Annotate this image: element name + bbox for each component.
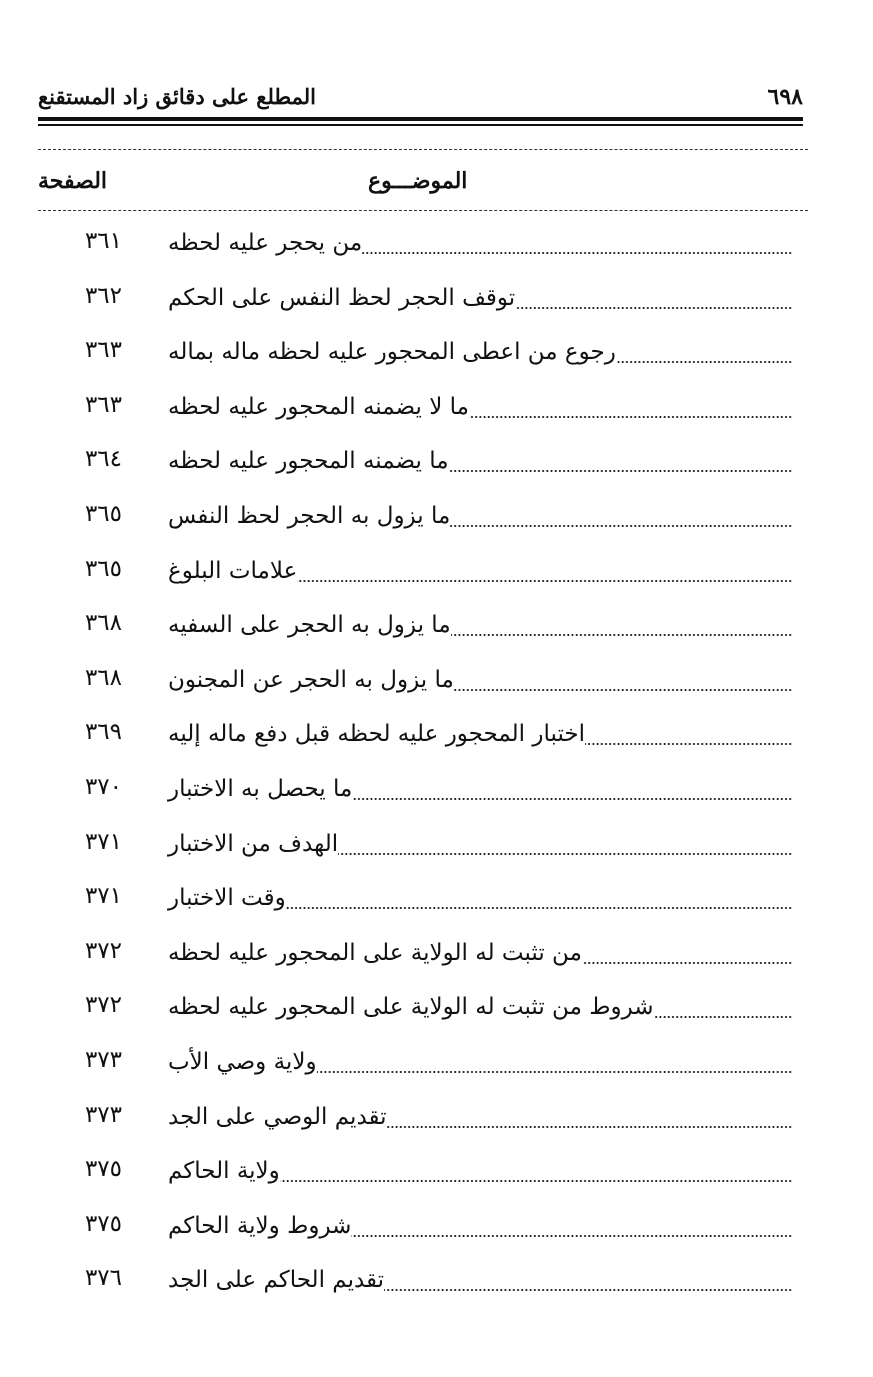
toc-entry-title: وقت الاختبار: [160, 883, 286, 913]
toc-entry-page: ٣٦٨: [84, 664, 122, 691]
toc-list: [0, 226, 873, 1318]
toc-entry-page: ٣٧٣: [84, 1046, 122, 1073]
column-header: [38, 168, 803, 204]
toc-entry-title: ولاية وصي الأب: [160, 1047, 317, 1077]
running-header: [38, 84, 803, 114]
toc-entry-dot-leader: [160, 392, 793, 422]
toc-entry-title: اختبار المحجور عليه لحظه قبل دفع ماله إليه: [160, 719, 585, 749]
column-header-page: الصفحة: [38, 168, 108, 194]
toc-entry-title: شروط ولاية الحاكم: [160, 1211, 351, 1241]
toc-entry-title: من يحجر عليه لحظه: [160, 228, 362, 258]
toc-entry-dot-leader: [160, 446, 793, 476]
toc-entry-dot-leader: [160, 774, 793, 804]
toc-entry-dot-leader: [160, 610, 793, 640]
toc-entry-dot-leader: [160, 883, 793, 913]
toc-entry-title: ما لا يضمنه المحجور عليه لحظه: [160, 392, 469, 422]
column-header-topic: الموضـــوع: [368, 168, 468, 194]
toc-entry-title: ما يزول به الحجر على السفيه: [160, 610, 451, 640]
column-header-top-divider: [38, 149, 808, 150]
toc-entry: [0, 499, 873, 554]
page-number: ٦٩٨: [767, 84, 803, 110]
toc-entry-page: ٣٧١: [84, 828, 122, 855]
toc-entry: [0, 281, 873, 336]
toc-entry-page: ٣٧٠: [84, 773, 122, 800]
book-title: المطلع على دقائق زاد المستقنع: [38, 84, 317, 109]
toc-entry-title: ما يزول به الحجر لحظ النفس: [160, 501, 450, 531]
column-header-bottom-divider: [38, 210, 808, 211]
toc-entry: [0, 881, 873, 936]
toc-entry: [0, 1100, 873, 1155]
toc-entry-dot-leader: [160, 337, 793, 367]
toc-entry: [0, 1045, 873, 1100]
toc-entry-page: ٣٦٢: [84, 282, 122, 309]
toc-entry: [0, 717, 873, 772]
toc-entry-dot-leader: [160, 829, 793, 859]
toc-entry: [0, 1263, 873, 1318]
toc-entry-page: ٣٧٥: [84, 1156, 122, 1183]
toc-entry-title: ما يضمنه المحجور عليه لحظه: [160, 446, 449, 476]
toc-entry-page: ٣٦٥: [84, 500, 122, 527]
toc-entry: [0, 936, 873, 991]
toc-entry-title: ما يزول به الحجر عن المجنون: [160, 665, 454, 695]
toc-entry-dot-leader: [160, 1265, 793, 1295]
toc-entry-dot-leader: [160, 992, 793, 1022]
toc-entry: [0, 1209, 873, 1264]
toc-entry-dot-leader: [160, 1102, 793, 1132]
toc-entry-title: الهدف من الاختبار: [160, 829, 338, 859]
header-rule-thick: [38, 117, 803, 121]
toc-entry-dot-leader: [160, 228, 793, 258]
toc-entry-dot-leader: [160, 719, 793, 749]
toc-entry: [0, 772, 873, 827]
toc-entry-dot-leader: [160, 938, 793, 968]
toc-entry-page: ٣٦٣: [84, 391, 122, 418]
toc-entry-title: رجوع من اعطى المحجور عليه لحظه ماله بماله: [160, 337, 616, 367]
toc-entry: [0, 390, 873, 445]
toc-entry-page: ٣٧٣: [84, 1101, 122, 1128]
toc-entry-page: ٣٧١: [84, 883, 122, 910]
toc-entry-page: ٣٦٥: [84, 555, 122, 582]
toc-entry-dot-leader: [160, 1211, 793, 1241]
toc-entry: [0, 226, 873, 281]
toc-entry-page: ٣٧٢: [84, 937, 122, 964]
toc-entry-page: ٣٦٤: [84, 446, 122, 473]
toc-entry-title: علامات البلوغ: [160, 556, 297, 586]
toc-entry-page: ٣٧٦: [84, 1265, 122, 1292]
toc-entry-dot-leader: [160, 501, 793, 531]
toc-entry-dot-leader: [160, 1156, 793, 1186]
toc-entry-dot-leader: [160, 1047, 793, 1077]
toc-entry: [0, 335, 873, 390]
toc-entry-dot-leader: [160, 665, 793, 695]
toc-entry: [0, 827, 873, 882]
toc-entry-page: ٣٦٣: [84, 337, 122, 364]
header-double-rule: [38, 117, 803, 129]
toc-entry-page: ٣٧٢: [84, 992, 122, 1019]
toc-entry-title: شروط من تثبت له الولاية على المحجور عليه لحظه: [160, 992, 654, 1022]
toc-entry: [0, 608, 873, 663]
toc-entry: [0, 444, 873, 499]
toc-entry-title: توقف الحجر لحظ النفس على الحكم: [160, 283, 515, 313]
toc-entry: [0, 554, 873, 609]
toc-entry-title: تقديم الوصي على الجد: [160, 1102, 387, 1132]
toc-entry-title: من تثبت له الولاية على المحجور عليه لحظه: [160, 938, 582, 968]
header-rule-thin: [38, 124, 803, 126]
toc-entry-dot-leader: [160, 283, 793, 313]
toc-entry: [0, 663, 873, 718]
toc-entry-title: ولاية الحاكم: [160, 1156, 280, 1186]
toc-entry-page: ٣٦٩: [84, 719, 122, 746]
toc-entry-page: ٣٧٥: [84, 1210, 122, 1237]
toc-entry-page: ٣٦٨: [84, 610, 122, 637]
toc-entry-title: تقديم الحاكم على الجد: [160, 1265, 384, 1295]
toc-entry-dot-leader: [160, 556, 793, 586]
toc-entry: [0, 990, 873, 1045]
toc-entry-page: ٣٦١: [84, 228, 122, 254]
toc-entry: [0, 1154, 873, 1209]
toc-entry-title: ما يحصل به الاختبار: [160, 774, 352, 804]
